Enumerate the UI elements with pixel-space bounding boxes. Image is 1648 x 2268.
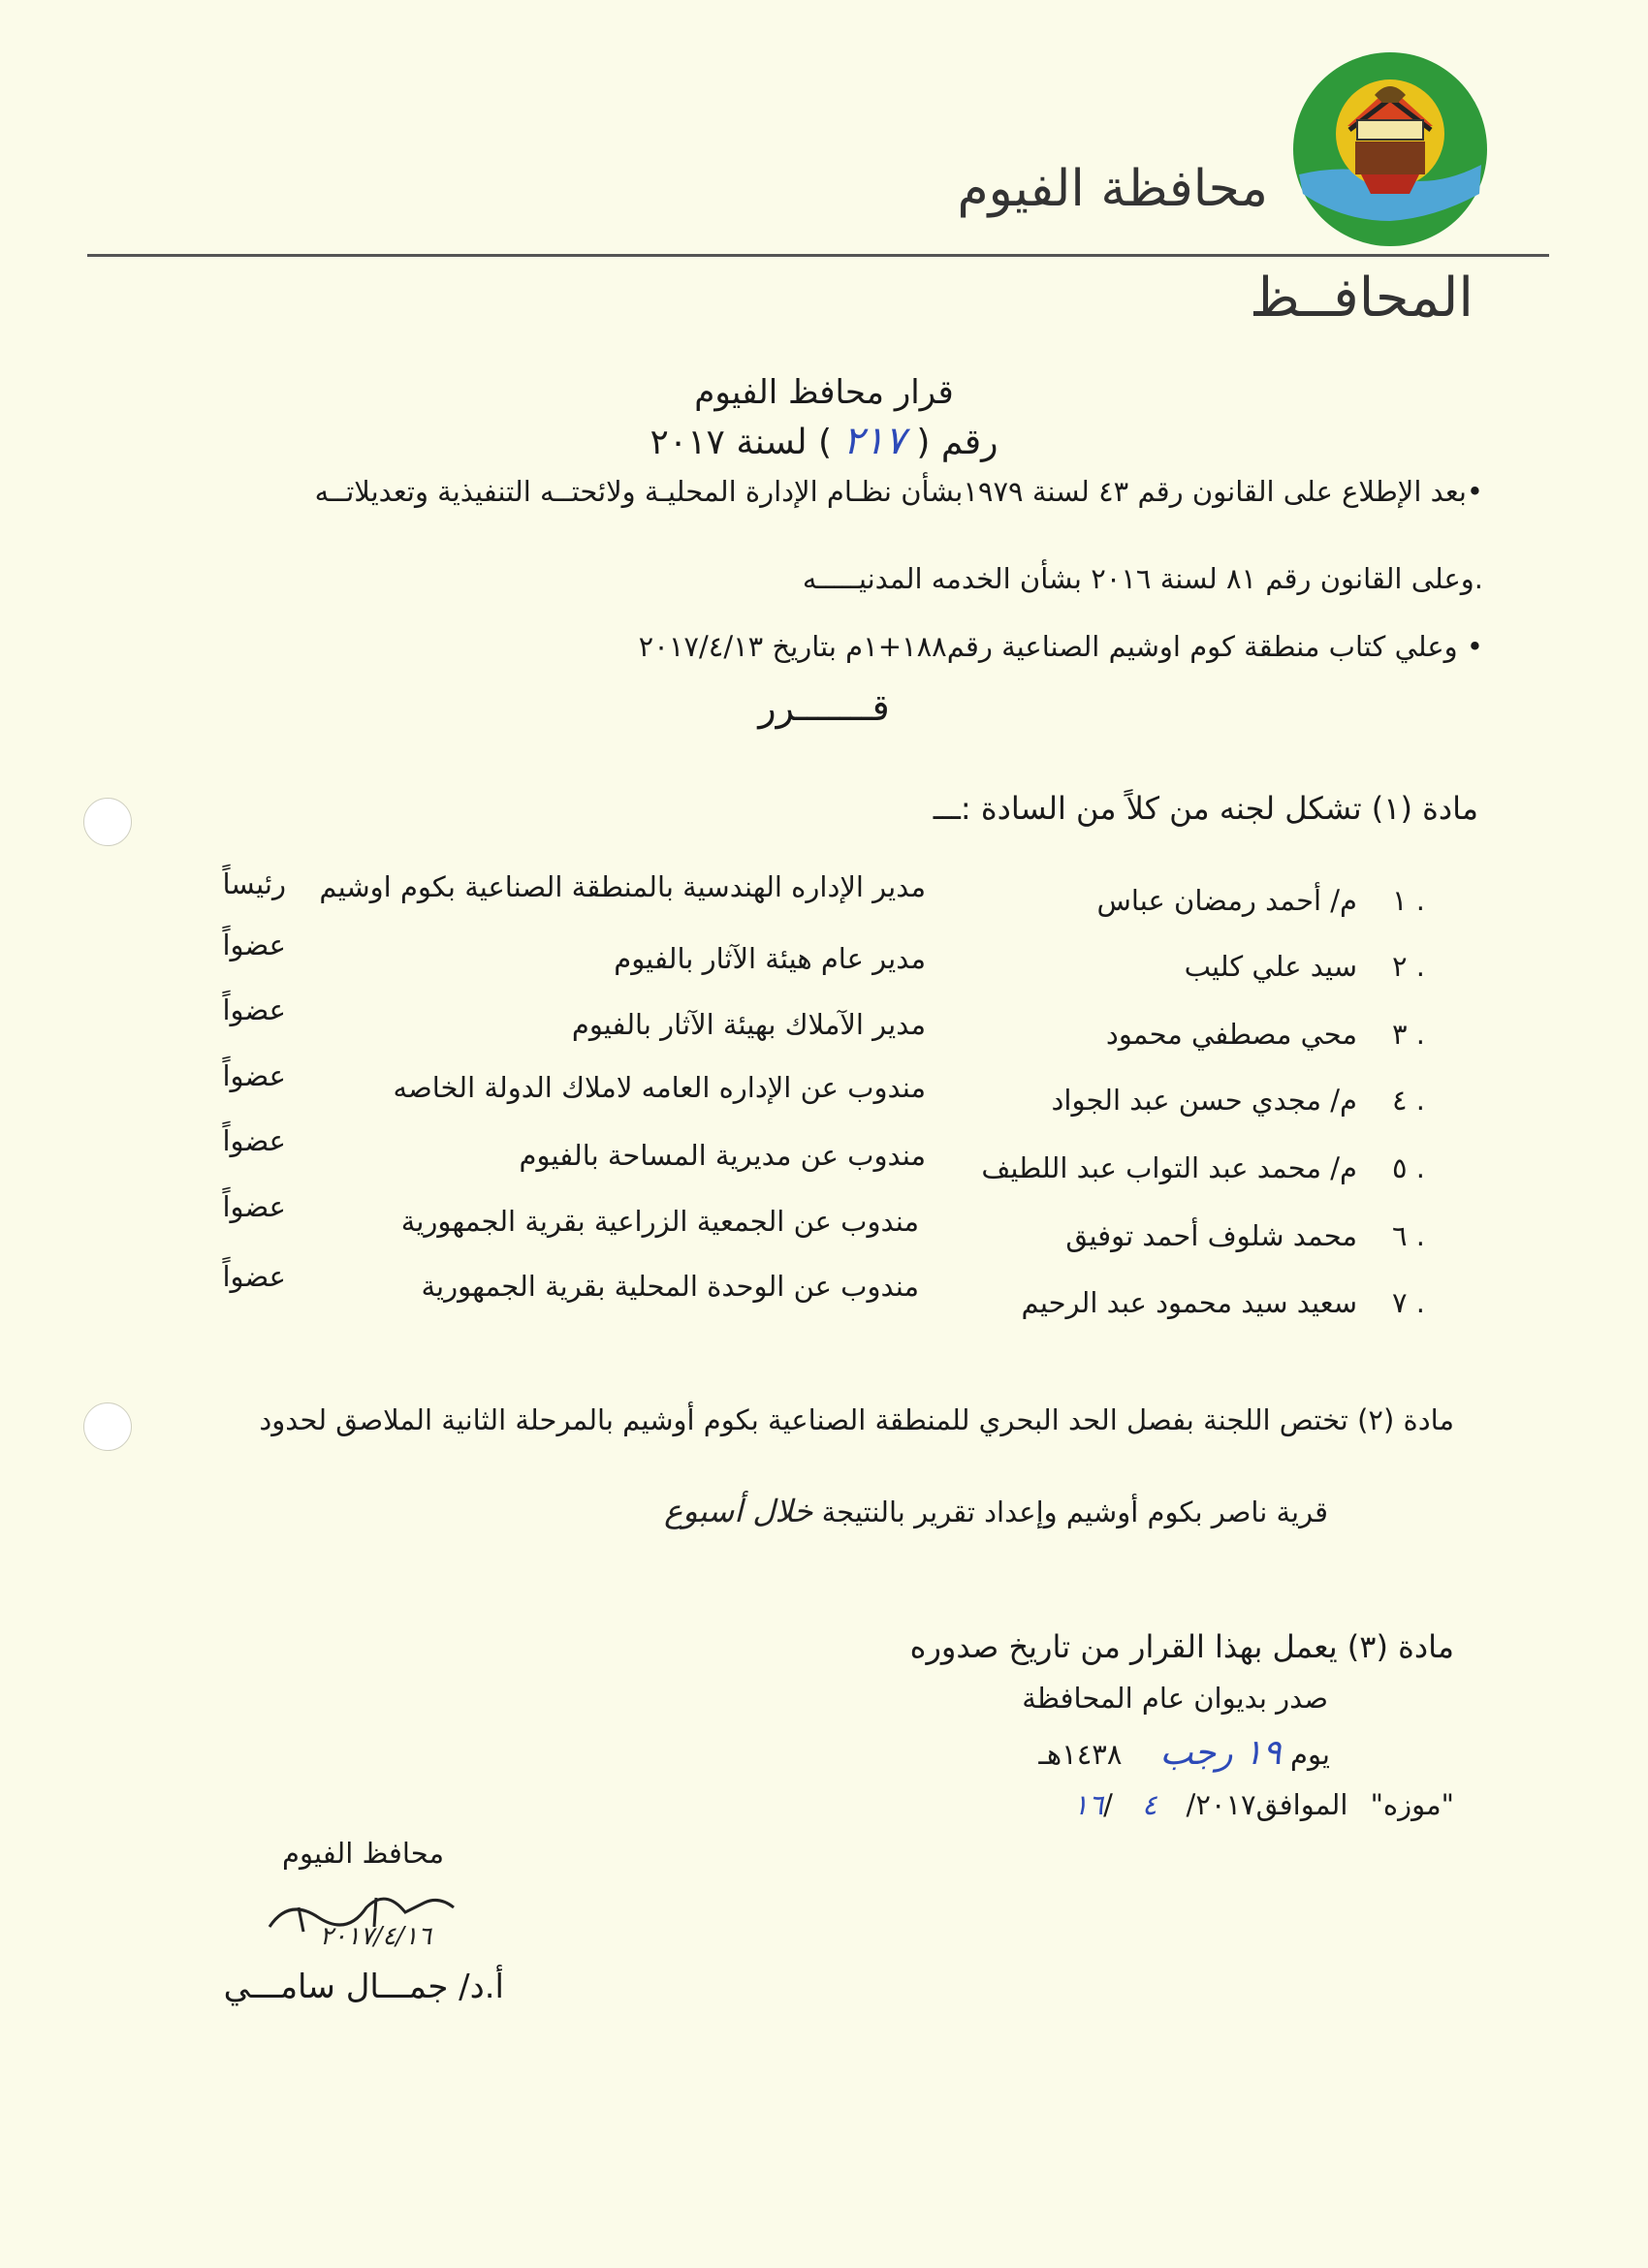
gregorian-year: ٢٠١٧ (1195, 1788, 1256, 1821)
member-role: مندوب عن الوحدة المحلية بقرية الجمهورية (421, 1270, 919, 1303)
member-status: عضواً (222, 1260, 286, 1293)
decree-number-line (0, 419, 1648, 463)
member-number: ٣ . (1391, 1018, 1425, 1051)
member-role: مدير الآملاك بهيئة الآثار بالفيوم (571, 1008, 926, 1041)
decree-number-handwritten: ٢١٧ (842, 419, 905, 463)
day-prefix: يوم (1289, 1738, 1330, 1771)
governorate-seal-logo (1289, 48, 1491, 250)
member-status: عضواً (222, 1190, 286, 1223)
member-number: ٦ . (1391, 1219, 1425, 1252)
preamble-line-3: • وعلي كتاب منطقة كوم اوشيم الصناعية رقم١٨٨+١م بتاريخ ٢٠١٧/٤/١٣ (638, 630, 1483, 663)
member-name: محي مصطفي محمود (1105, 1018, 1357, 1051)
member-number: ١ . (1391, 884, 1425, 917)
article-2-line-2 (664, 1493, 1328, 1529)
hijri-day-handwritten: ١٩ رجب (1159, 1733, 1282, 1773)
member-name: م/ أحمد رمضان عباس (1096, 884, 1357, 917)
member-name: سيد علي كليب (1184, 950, 1357, 983)
member-role: مندوب عن الإداره العامه لاملاك الدولة الخاصه (393, 1071, 926, 1104)
gregorian-date-line: "موزه" الموافق١٦/ ٤ /٢٠١٧ (1073, 1788, 1454, 1821)
member-name: محمد شلوف أحمد توفيق (1065, 1219, 1357, 1252)
office-title: المحافــظ (1250, 267, 1474, 330)
member-number: ٥ . (1391, 1151, 1425, 1184)
memo-label: "موزه" (1370, 1788, 1454, 1821)
decree-number-prefix: رقم ( (916, 423, 998, 462)
member-role: مدير عام هيئة الآثار بالفيوم (614, 942, 926, 975)
member-number: ٢ . (1391, 950, 1425, 983)
punch-hole (83, 798, 132, 846)
member-name: م/ محمد عبد التواب عبد اللطيف (981, 1151, 1357, 1184)
preamble-line-2: .وعلى القانون رقم ٨١ لسنة ٢٠١٦ بشأن الخدمه المدنيـــــه (802, 562, 1483, 595)
member-role: مندوب عن الجمعية الزراعية بقرية الجمهورية (400, 1205, 919, 1238)
signatory-name: أ.د/ جمـــال سامـــي (223, 1968, 504, 2006)
article-3-line: مادة (٣) يعمل بهذا القرار من تاريخ صدوره (909, 1628, 1454, 1665)
member-name: سعيد سيد محمود عبد الرحيم (1021, 1286, 1357, 1319)
gregorian-prefix: الموافق (1255, 1788, 1348, 1821)
decree-title: قرار محافظ الفيوم (694, 373, 954, 412)
member-status: عضواً (222, 1059, 286, 1092)
member-role: مدير الإداره الهندسية بالمنطقة الصناعية بكوم اوشيم (319, 870, 926, 903)
member-status: عضواً (222, 929, 286, 961)
article-2-line-1: مادة (٢) تختص اللجنة بفصل الحد البحري للمنطقة الصناعية بكوم أوشيم بالمرحلة الثانية الملاصق لحدود (259, 1403, 1454, 1436)
article-2-handwritten: خلال أسبوع (664, 1493, 813, 1529)
article-2-text: قرية ناصر بكوم أوشيم وإعداد تقرير بالنتيجة (821, 1496, 1328, 1528)
signature-date-handwritten: ٢٠١٧/٤/١٦ (319, 1922, 431, 1951)
preamble-line-1: •بعد الإطلاع على القانون رقم ٤٣ لسنة ١٩٧٩بشأن نظـام الإدارة المحليـة ولائحتــه التنفيذية وتعديلاتــه (314, 475, 1483, 508)
gregorian-month: ٤ (1141, 1788, 1157, 1821)
signature-title: محافظ الفيوم (282, 1837, 444, 1870)
hijri-date-line (1038, 1733, 1330, 1773)
member-status: عضواً (222, 1124, 286, 1157)
member-number: ٧ . (1391, 1286, 1425, 1319)
header-divider (87, 254, 1549, 257)
member-name: م/ مجدي حسن عبد الجواد (1051, 1084, 1357, 1117)
decided-heading: قـــــــرر (758, 686, 890, 729)
punch-hole (83, 1402, 132, 1451)
issued-line: صدر بديوان عام المحافظة (1022, 1682, 1328, 1715)
member-status: رئيساً (222, 867, 286, 900)
member-number: ٤ . (1391, 1084, 1425, 1117)
member-status: عضواً (222, 993, 286, 1026)
article-1-heading: مادة (١) تشكل لجنه من كلاً من السادة :ـــ (933, 790, 1478, 827)
member-role: مندوب عن مديرية المساحة بالفيوم (519, 1139, 926, 1172)
hijri-year: ١٤٣٨هـ (1038, 1738, 1123, 1771)
gregorian-day: ١٦ (1073, 1788, 1104, 1821)
decree-number-suffix: ) لسنة ٢٠١٧ (650, 423, 833, 462)
governorate-name: محافظة الفيوم (957, 160, 1268, 218)
